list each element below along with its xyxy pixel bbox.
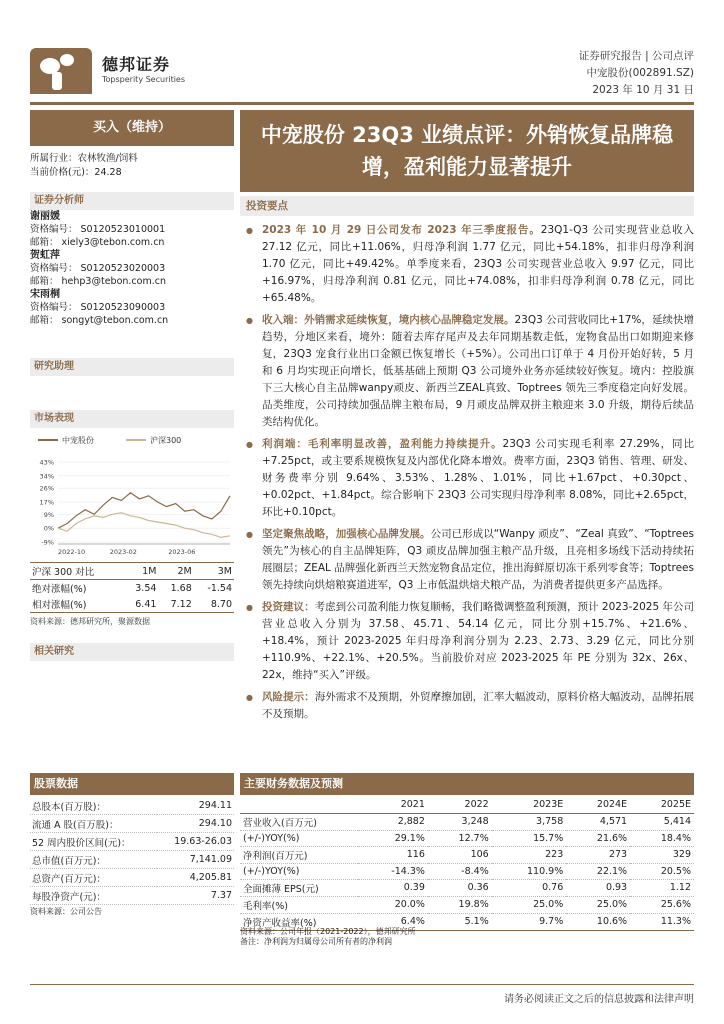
cell: 19.63-26.03: [157, 833, 234, 851]
cell: 20.5%: [630, 863, 694, 879]
bullet-item: [244, 222, 694, 307]
bullet-item: [244, 599, 694, 684]
row-label: 总股本(百万股)：: [30, 797, 157, 815]
cell: 0.93: [566, 879, 630, 896]
cell: 4,571: [566, 813, 630, 830]
table-row: [30, 887, 234, 905]
bullet-item: [244, 436, 694, 521]
analyst-name: 宋雨桐: [30, 289, 60, 300]
cell: -8.4%: [428, 863, 492, 879]
cell: 11.3%: [630, 913, 694, 930]
analyst-license: 资格编号： S0120523010001: [30, 224, 166, 235]
bullet-item: [244, 689, 694, 723]
table-row: [30, 833, 234, 851]
row-label: (+/-)YOY(%): [240, 863, 358, 879]
analyst-name: 谢丽媛: [30, 211, 60, 222]
bullet-head: 收入端：外销需求延续恢复，境内核心品牌稳定发展。: [262, 314, 515, 326]
row-label: 净资产收益率(%): [240, 913, 358, 930]
cell: 12.7%: [428, 830, 492, 846]
row-label: 营业收入(百万元): [240, 813, 358, 830]
legend-label: 沪深300: [150, 436, 182, 445]
stock-data-header: 股票数据: [30, 773, 234, 795]
x-tick-label: 2023-02: [109, 548, 137, 556]
col-header: 2021: [358, 797, 428, 813]
price-row: [30, 166, 234, 180]
cell: 7.37: [157, 887, 234, 905]
financial-notes: [240, 927, 416, 947]
row-label: 52 周内股价区间(元)：: [30, 833, 157, 851]
header-divider: [30, 102, 694, 105]
stock-data-table: [30, 797, 234, 905]
series-line: [58, 493, 230, 528]
y-tick-label: 43%: [39, 458, 54, 467]
cell: 25.0%: [492, 896, 567, 913]
company-logo: [30, 44, 190, 94]
bullet-text: 23Q3 公司营收同比+17%，延续快增趋势，分地区来看，境外：随着去库存尾声及去年同期基数走低，宠物食品出口如期迎来修复，23Q3 宠食行业出口金额已恢复增长（+5%）。公司出口订单于 4 月份开始好转，5 月和 6 月均实现正向增长，低基基础上预期 Q3 公司境外业务亦延续较好恢复。境内：控股旗下三大核心自主品牌wanpy顽皮、新西兰ZEAL真致、Toptrees 领先三季度稳定向好发展。品类维度，公司持续加强品牌主粮布局，9 月顽皮品牌双拼主粮迎来 3.0 升级，期待后续品类结构优化。: [262, 314, 695, 428]
table-header-row: [30, 563, 234, 580]
y-tick-label: -9%: [41, 538, 54, 547]
bullet-text: 海外需求不及预期，外贸摩擦加剧，汇率大幅波动，原料价格大幅波动，品牌拓展不及预期。: [262, 691, 694, 720]
footer-divider: [30, 984, 694, 985]
legend-label: 中宠股份: [62, 436, 94, 445]
bullet-item: [244, 312, 694, 431]
analyst-section-header: 证券分析师: [30, 192, 234, 210]
cell: 294.10: [157, 815, 234, 833]
row-label: 流通 A 股(百万股)：: [30, 815, 157, 833]
bullet-head: 风险提示：: [262, 691, 315, 703]
row-label: 总资产(百万元)：: [30, 869, 157, 887]
table-row: [240, 896, 694, 913]
cell: 4,205.81: [157, 869, 234, 887]
cell: 0.36: [428, 879, 492, 896]
bullet-text: 考虑到公司盈利能力恢复顺畅，我们略微调整盈利预测，预计 2023-2025 年公司营业总收入分别为 37.58、45.71、54.14 亿元，同比分别+15.7%、+21.6%、+18.4%，预计 2023-2025 年归母净利润分别为 2.23、2.73、3.29 亿元，同比分别+110.9%、+22.1%、+20.5%。当前股价对应 2023-2025 年 PE 分别为 32x、26x、22x，维持“买入”评级。: [262, 601, 695, 681]
performance-source: 资料来源：德邦研究所，聚源数据: [30, 617, 150, 626]
cell: 21.6%: [566, 830, 630, 846]
cell: 1.68: [170, 582, 192, 594]
cell: 7,141.09: [157, 851, 234, 869]
table-header-row: [240, 797, 694, 813]
cell: 3,248: [428, 813, 492, 830]
cell: 5.1%: [428, 913, 492, 930]
invest-header: 投资要点: [240, 196, 694, 216]
bullet-text: 23Q1-Q3 公司实现营业总收入 27.12 亿元，同比+11.06%，归母净利润 1.77 亿元，同比+54.18%，扣非归母净利润 1.70 亿元，同比+49.42%。单季度来看，23Q3 公司实现营业总收入 9.97 亿元，同比+16.97%，归母净利润 0.81 亿元，同比+74.08%，扣非归母净利润 0.78 亿元，同比+65.48%。: [262, 224, 694, 304]
cell: 25.6%: [630, 896, 694, 913]
col-header: 2022: [428, 797, 492, 813]
bullet-head: 坚定聚焦战略，加强核心品牌发展。: [262, 528, 431, 540]
stock-data-source: 资料来源：公司公告: [30, 907, 102, 916]
table-row: [30, 851, 234, 869]
y-tick-label: 17%: [39, 498, 54, 507]
col-header: 2024E: [566, 797, 630, 813]
report-meta: [579, 48, 694, 99]
financial-remark: 备注：净利润为归属母公司所有者的净利润: [240, 937, 392, 946]
analyst-name: 贺虹萍: [30, 250, 60, 261]
cell: 0.76: [492, 879, 567, 896]
stock-code: 中宠股份(002891.SZ): [586, 67, 694, 79]
analyst-email[interactable]: 邮箱： xiely3@tebon.com.cn: [30, 237, 165, 248]
report-date: 2023 年 10 月 31 日: [592, 84, 694, 96]
row-label: 总市值(百万元)：: [30, 851, 157, 869]
disclaimer-footer[interactable]: 请务必阅读正文之后的信息披露和法律声明: [504, 994, 694, 1005]
financial-table: [240, 797, 694, 931]
row-label: 全面摊薄 EPS(元): [240, 879, 358, 896]
cell: 7.12: [158, 596, 193, 613]
col-header: 沪深 300 对比: [30, 563, 123, 580]
cell: 223: [492, 846, 567, 863]
bullet-item: [244, 526, 694, 594]
analyst-email[interactable]: 邮箱： hehp3@tebon.com.cn: [30, 276, 166, 287]
cell: 110.9%: [492, 863, 567, 879]
col-header: 3M: [194, 563, 234, 580]
cell: 8.70: [194, 596, 234, 613]
cell: 329: [630, 846, 694, 863]
related-section-header: 相关研究: [30, 643, 234, 661]
company-name-en: Topsperity Securities: [102, 75, 186, 84]
cell: 18.4%: [630, 830, 694, 846]
performance-chart: [30, 430, 234, 560]
assistant-section-header: 研究助理: [30, 358, 234, 376]
cell: 294.11: [157, 797, 234, 815]
table-row: [240, 813, 694, 830]
company-name: 德邦证券: [102, 55, 171, 74]
analyst-email[interactable]: 邮箱： songyt@tebon.com.cn: [30, 315, 169, 326]
bullet-head: 2023 年 10 月 29 日公司发布 2023 年三季度报告。: [262, 224, 541, 236]
analyst-item: [30, 249, 234, 288]
col-header: 2023E: [492, 797, 567, 813]
analyst-item: [30, 210, 234, 249]
row-label: 每股净资产(元)：: [30, 887, 157, 905]
y-tick-label: 0%: [43, 524, 54, 533]
analyst-license: 资格编号： S0120523090003: [30, 302, 166, 313]
invest-bullets: [244, 222, 694, 728]
table-row: [30, 869, 234, 887]
table-row: [240, 830, 694, 846]
cell: 6.41: [123, 596, 158, 613]
row-label: 毛利率(%): [240, 896, 358, 913]
row-label: 净利润(百万元): [240, 846, 358, 863]
row-label: 绝对涨幅(%): [32, 584, 87, 595]
table-row: [30, 815, 234, 833]
y-tick-label: 34%: [39, 472, 54, 481]
leopard-logo-icon: [30, 48, 92, 94]
table-row: [30, 580, 234, 597]
cell: 19.8%: [428, 896, 492, 913]
col-header: 2025E: [630, 797, 694, 813]
report-type: 证券研究报告 | 公司点评: [578, 50, 694, 62]
x-tick-label: 2022-10: [58, 548, 86, 556]
cell: 6.4%: [358, 913, 428, 930]
financial-source: 资料来源：公司年报（2021-2022），德邦研究所: [240, 927, 416, 936]
row-label: 相对涨幅(%): [30, 596, 123, 613]
analyst-item: [30, 288, 234, 327]
x-tick-label: 2023-06: [168, 548, 196, 556]
report-title: 中宠股份 23Q3 业绩点评：外销恢复品牌稳增，盈利能力显著提升: [240, 110, 694, 192]
cell: 15.7%: [492, 830, 567, 846]
cell: 5,414: [630, 813, 694, 830]
cell: 9.7%: [492, 913, 567, 930]
cell: 20.0%: [358, 896, 428, 913]
bullet-head: 利润端：毛利率明显改善，盈利能力持续提升。: [262, 438, 503, 450]
row-label: (+/-)YOY(%): [240, 830, 358, 846]
cell: 106: [428, 846, 492, 863]
col-header: 2M: [158, 563, 193, 580]
col-header: 1M: [123, 563, 158, 580]
cell: -1.54: [207, 582, 232, 594]
rating-badge: 买入（维持）: [30, 110, 234, 146]
table-row: [240, 863, 694, 879]
bullet-head: 投资建议：: [262, 601, 315, 613]
financial-header: 主要财务数据及预测: [240, 773, 694, 795]
analyst-list: [30, 210, 234, 327]
bullet-text: 公司已形成以“Wanpy 顽皮”、“Zeal 真致”、“Toptrees 领先”为核心的自主品牌矩阵，Q3 顽皮品牌加强主粮产品升级，且亮相多场线下活动持续拓展圈层；ZEAL 品牌强化新西兰天然宠物食品定位，推出海鲜原切冻干系列零食等；Toptrees 领先持续向烘焙粮赛道进军，Q3 上市低温烘焙犬粮产品，为消费者提供更多产品选择。: [262, 528, 694, 591]
cell: 1.12: [630, 879, 694, 896]
cell: 116: [358, 846, 428, 863]
cell: 3.54: [135, 582, 157, 594]
cell: 273: [566, 846, 630, 863]
table-row: [30, 797, 234, 815]
y-tick-label: 26%: [39, 484, 54, 493]
y-tick-label: 9%: [43, 510, 54, 519]
price-label: 当前价格(元)：: [30, 167, 95, 178]
industry-label: 所属行业：农林牧渔/饲料: [30, 153, 138, 164]
cell: 3,758: [492, 813, 567, 830]
market-section-header: 市场表现: [30, 410, 234, 428]
stock-info: [30, 152, 234, 180]
cell: 0.39: [358, 879, 428, 896]
cell: 10.6%: [566, 913, 630, 930]
analyst-license: 资格编号： S0120523020003: [30, 263, 166, 274]
cell: 2,882: [358, 813, 428, 830]
table-row: [240, 846, 694, 863]
cell: 29.1%: [358, 830, 428, 846]
table-row: [30, 596, 234, 613]
table-row: [240, 879, 694, 896]
performance-table: [30, 562, 234, 613]
col-header: [240, 797, 358, 813]
cell: 22.1%: [566, 863, 630, 879]
cell: -14.3%: [358, 863, 428, 879]
price-value: 24.28: [94, 167, 122, 178]
cell: 25.0%: [566, 896, 630, 913]
bullet-text: 23Q3 公司实现毛利率 27.29%，同比+7.25pct，或主要系规模恢复及内部优化降本增效。费率方面，23Q3 销售、管理、研发、财务费率分别 9.64%、3.53%、1.28%、1.01%，同比+1.67pct、+0.30pct、+0.02pct、+1.84pct。综合影响下 23Q3 公司实现归母净利率 8.08%，同比+2.65pct，环比+0.10pct。: [262, 438, 694, 518]
